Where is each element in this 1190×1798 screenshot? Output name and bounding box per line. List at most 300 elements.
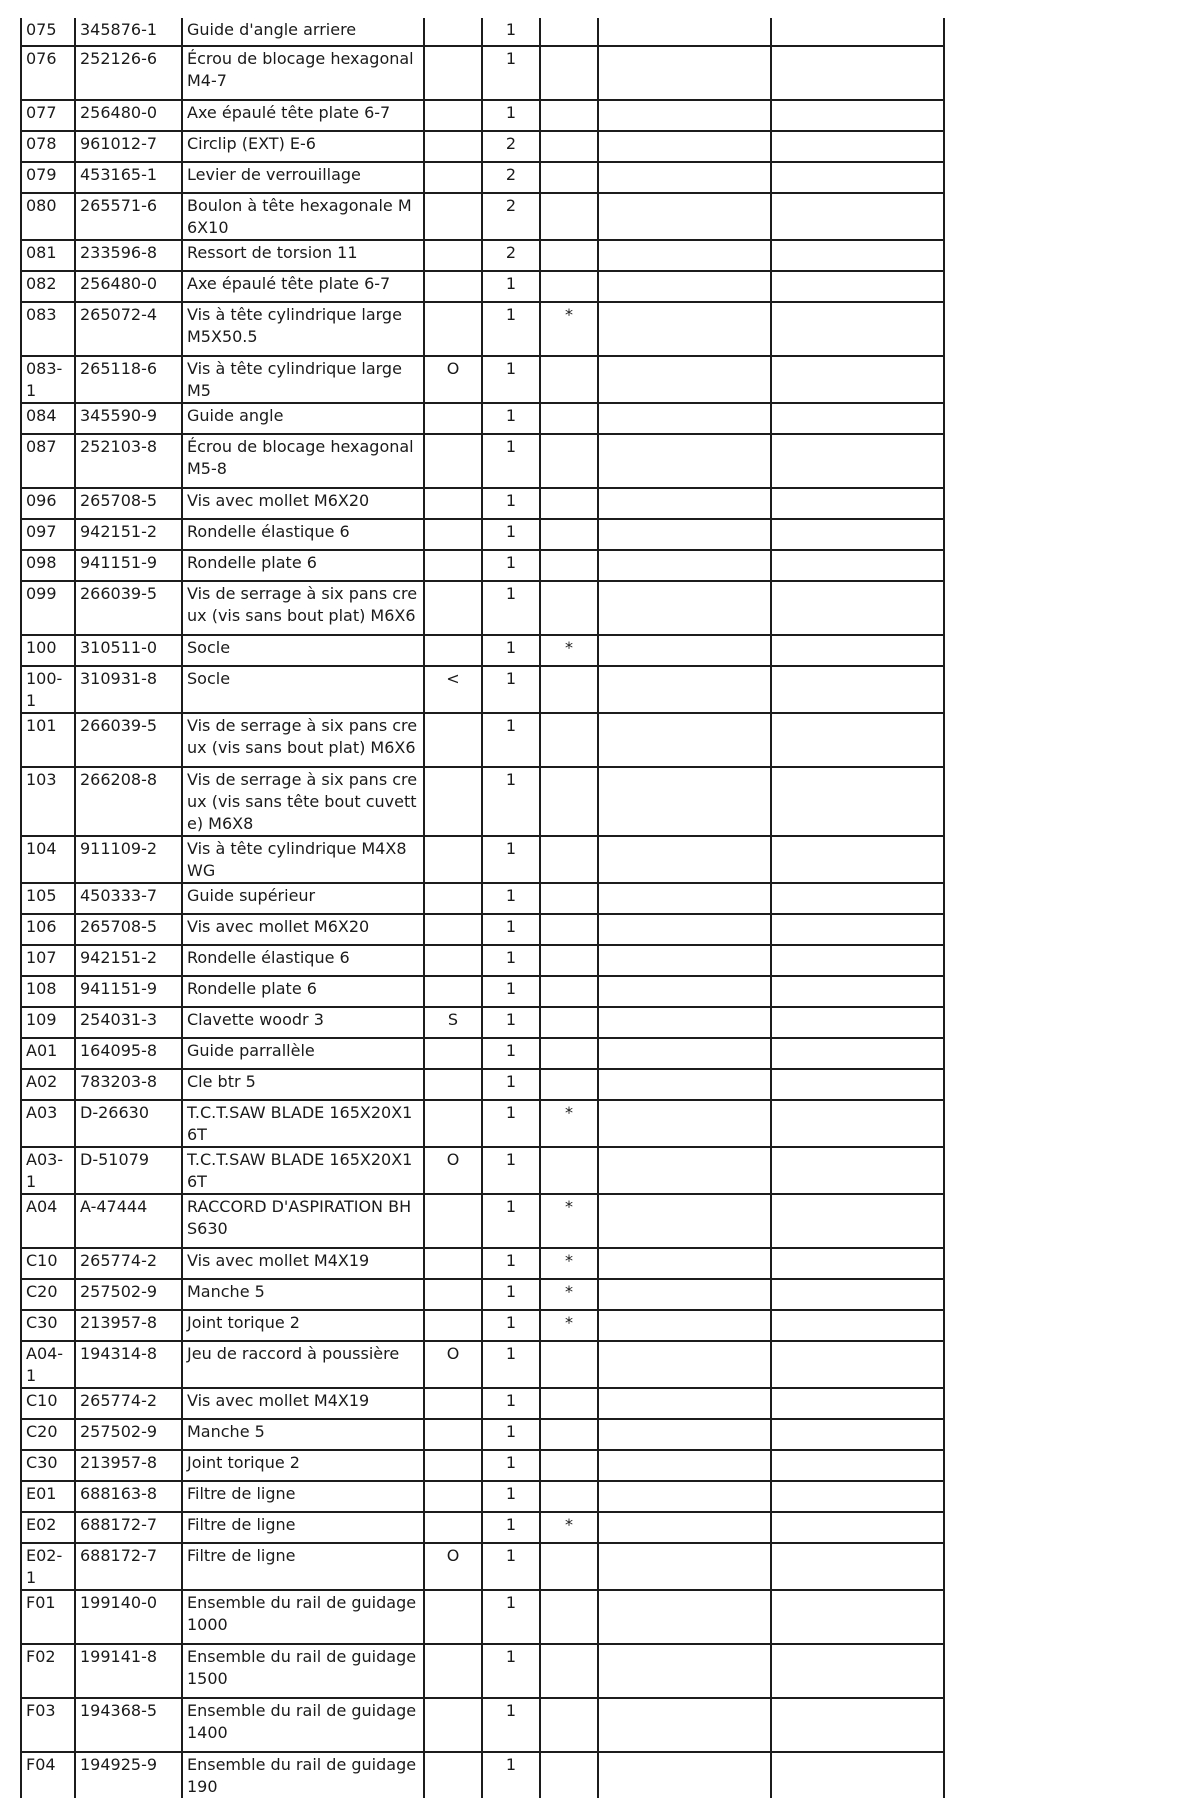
star-mark-cell: * bbox=[540, 1512, 598, 1543]
table-row bbox=[21, 767, 944, 836]
table-row bbox=[21, 1038, 944, 1069]
part-number-cell: 252103-8 bbox=[75, 434, 182, 488]
description-cell: Guide angle bbox=[182, 403, 424, 434]
quantity-cell: 1 bbox=[482, 1007, 540, 1038]
blank-cell bbox=[598, 976, 771, 1007]
quantity-cell: 1 bbox=[482, 767, 540, 836]
description-cell: Cle btr 5 bbox=[182, 1069, 424, 1100]
blank-cell bbox=[598, 1590, 771, 1644]
note-mark-cell bbox=[424, 1069, 482, 1100]
blank-cell bbox=[771, 1590, 944, 1644]
item-number-cell: 105 bbox=[21, 883, 75, 914]
item-number-cell: 082 bbox=[21, 271, 75, 302]
table-row bbox=[21, 836, 944, 883]
description-cell: Ressort de torsion 11 bbox=[182, 240, 424, 271]
quantity-cell: 1 bbox=[482, 46, 540, 100]
blank-cell bbox=[771, 1279, 944, 1310]
table-row bbox=[21, 1279, 944, 1310]
item-number-cell: 096 bbox=[21, 488, 75, 519]
star-mark-cell bbox=[540, 836, 598, 883]
part-number-cell: 265708-5 bbox=[75, 914, 182, 945]
blank-cell bbox=[598, 1279, 771, 1310]
quantity-cell: 1 bbox=[482, 356, 540, 403]
table-row bbox=[21, 100, 944, 131]
blank-cell bbox=[771, 519, 944, 550]
part-number-cell: 252126-6 bbox=[75, 46, 182, 100]
item-number-cell: A04-1 bbox=[21, 1341, 75, 1388]
item-number-cell: F02 bbox=[21, 1644, 75, 1698]
star-mark-cell: * bbox=[540, 302, 598, 356]
parts-table-body bbox=[21, 18, 944, 1798]
note-mark-cell: O bbox=[424, 1341, 482, 1388]
note-mark-cell: O bbox=[424, 1147, 482, 1194]
blank-cell bbox=[771, 635, 944, 666]
description-cell: Vis avec mollet M6X20 bbox=[182, 488, 424, 519]
note-mark-cell bbox=[424, 767, 482, 836]
blank-cell bbox=[598, 945, 771, 976]
item-number-cell: F03 bbox=[21, 1698, 75, 1752]
blank-cell bbox=[598, 836, 771, 883]
note-mark-cell bbox=[424, 713, 482, 767]
star-mark-cell bbox=[540, 1481, 598, 1512]
blank-cell bbox=[598, 403, 771, 434]
note-mark-cell bbox=[424, 550, 482, 581]
table-row bbox=[21, 1512, 944, 1543]
part-number-cell: 194368-5 bbox=[75, 1698, 182, 1752]
table-row bbox=[21, 914, 944, 945]
blank-cell bbox=[771, 1341, 944, 1388]
part-number-cell: 941151-9 bbox=[75, 976, 182, 1007]
blank-cell bbox=[771, 666, 944, 713]
star-mark-cell bbox=[540, 100, 598, 131]
note-mark-cell bbox=[424, 1590, 482, 1644]
description-cell: Filtre de ligne bbox=[182, 1512, 424, 1543]
item-number-cell: A03-1 bbox=[21, 1147, 75, 1194]
description-cell: T.C.T.SAW BLADE 165X20X16T bbox=[182, 1147, 424, 1194]
note-mark-cell bbox=[424, 1388, 482, 1419]
quantity-cell: 1 bbox=[482, 976, 540, 1007]
description-cell: Vis avec mollet M4X19 bbox=[182, 1388, 424, 1419]
table-row bbox=[21, 46, 944, 100]
blank-cell bbox=[598, 162, 771, 193]
star-mark-cell bbox=[540, 945, 598, 976]
description-cell: Rondelle plate 6 bbox=[182, 550, 424, 581]
quantity-cell: 1 bbox=[482, 271, 540, 302]
table-row bbox=[21, 403, 944, 434]
note-mark-cell bbox=[424, 403, 482, 434]
part-number-cell: 453165-1 bbox=[75, 162, 182, 193]
star-mark-cell bbox=[540, 1341, 598, 1388]
parts-list-table bbox=[20, 18, 945, 1798]
note-mark-cell bbox=[424, 914, 482, 945]
star-mark-cell bbox=[540, 18, 598, 46]
table-row bbox=[21, 488, 944, 519]
blank-cell bbox=[598, 581, 771, 635]
note-mark-cell: S bbox=[424, 1007, 482, 1038]
description-cell: Vis à tête cylindrique large M5 bbox=[182, 356, 424, 403]
part-number-cell: 254031-3 bbox=[75, 1007, 182, 1038]
blank-cell bbox=[598, 1069, 771, 1100]
quantity-cell: 1 bbox=[482, 434, 540, 488]
blank-cell bbox=[771, 1644, 944, 1698]
description-cell: Axe épaulé tête plate 6-7 bbox=[182, 271, 424, 302]
quantity-cell: 1 bbox=[482, 1310, 540, 1341]
note-mark-cell bbox=[424, 488, 482, 519]
item-number-cell: 098 bbox=[21, 550, 75, 581]
item-number-cell: F01 bbox=[21, 1590, 75, 1644]
item-number-cell: 106 bbox=[21, 914, 75, 945]
description-cell: Écrou de blocage hexagonal M5-8 bbox=[182, 434, 424, 488]
quantity-cell: 1 bbox=[482, 914, 540, 945]
table-row bbox=[21, 1698, 944, 1752]
table-row bbox=[21, 193, 944, 240]
part-number-cell: 265774-2 bbox=[75, 1248, 182, 1279]
part-number-cell: 257502-9 bbox=[75, 1279, 182, 1310]
note-mark-cell bbox=[424, 131, 482, 162]
blank-cell bbox=[771, 550, 944, 581]
note-mark-cell bbox=[424, 1752, 482, 1798]
star-mark-cell bbox=[540, 131, 598, 162]
note-mark-cell bbox=[424, 240, 482, 271]
description-cell: Vis à tête cylindrique M4X8 WG bbox=[182, 836, 424, 883]
blank-cell bbox=[598, 1194, 771, 1248]
blank-cell bbox=[598, 193, 771, 240]
item-number-cell: 107 bbox=[21, 945, 75, 976]
item-number-cell: 084 bbox=[21, 403, 75, 434]
part-number-cell: 199141-8 bbox=[75, 1644, 182, 1698]
description-cell: Socle bbox=[182, 635, 424, 666]
quantity-cell: 1 bbox=[482, 1450, 540, 1481]
part-number-cell: 265118-6 bbox=[75, 356, 182, 403]
blank-cell bbox=[598, 1481, 771, 1512]
star-mark-cell bbox=[540, 488, 598, 519]
blank-cell bbox=[771, 1481, 944, 1512]
blank-cell bbox=[598, 271, 771, 302]
part-number-cell: 783203-8 bbox=[75, 1069, 182, 1100]
item-number-cell: A01 bbox=[21, 1038, 75, 1069]
blank-cell bbox=[771, 100, 944, 131]
blank-cell bbox=[598, 100, 771, 131]
part-number-cell: 233596-8 bbox=[75, 240, 182, 271]
description-cell: Vis de serrage à six pans creux (vis sans bout plat) M6X6 bbox=[182, 581, 424, 635]
blank-cell bbox=[771, 1194, 944, 1248]
star-mark-cell bbox=[540, 240, 598, 271]
star-mark-cell bbox=[540, 1590, 598, 1644]
note-mark-cell bbox=[424, 18, 482, 46]
note-mark-cell bbox=[424, 1038, 482, 1069]
star-mark-cell bbox=[540, 883, 598, 914]
star-mark-cell bbox=[540, 1419, 598, 1450]
blank-cell bbox=[771, 1419, 944, 1450]
quantity-cell: 1 bbox=[482, 713, 540, 767]
note-mark-cell bbox=[424, 1481, 482, 1512]
item-number-cell: 083 bbox=[21, 302, 75, 356]
quantity-cell: 1 bbox=[482, 1644, 540, 1698]
part-number-cell: 688172-7 bbox=[75, 1512, 182, 1543]
part-number-cell: 450333-7 bbox=[75, 883, 182, 914]
description-cell: Axe épaulé tête plate 6-7 bbox=[182, 100, 424, 131]
quantity-cell: 1 bbox=[482, 1038, 540, 1069]
blank-cell bbox=[771, 1038, 944, 1069]
table-row bbox=[21, 18, 944, 46]
note-mark-cell bbox=[424, 976, 482, 1007]
star-mark-cell bbox=[540, 271, 598, 302]
description-cell: Ensemble du rail de guidage 190 bbox=[182, 1752, 424, 1798]
table-row bbox=[21, 1419, 944, 1450]
note-mark-cell bbox=[424, 100, 482, 131]
quantity-cell: 1 bbox=[482, 1590, 540, 1644]
note-mark-cell bbox=[424, 271, 482, 302]
star-mark-cell bbox=[540, 434, 598, 488]
blank-cell bbox=[771, 1543, 944, 1590]
quantity-cell: 1 bbox=[482, 1341, 540, 1388]
table-row bbox=[21, 550, 944, 581]
note-mark-cell bbox=[424, 193, 482, 240]
quantity-cell: 1 bbox=[482, 550, 540, 581]
item-number-cell: 100 bbox=[21, 635, 75, 666]
blank-cell bbox=[598, 713, 771, 767]
part-number-cell: 257502-9 bbox=[75, 1419, 182, 1450]
description-cell: Manche 5 bbox=[182, 1419, 424, 1450]
table-row bbox=[21, 945, 944, 976]
blank-cell bbox=[598, 356, 771, 403]
note-mark-cell bbox=[424, 836, 482, 883]
part-number-cell: 265072-4 bbox=[75, 302, 182, 356]
description-cell: Manche 5 bbox=[182, 1279, 424, 1310]
blank-cell bbox=[771, 1007, 944, 1038]
description-cell: Ensemble du rail de guidage 1000 bbox=[182, 1590, 424, 1644]
blank-cell bbox=[598, 1752, 771, 1798]
blank-cell bbox=[771, 1248, 944, 1279]
blank-cell bbox=[598, 1450, 771, 1481]
star-mark-cell bbox=[540, 1698, 598, 1752]
star-mark-cell bbox=[540, 581, 598, 635]
table-row bbox=[21, 1310, 944, 1341]
table-row bbox=[21, 302, 944, 356]
description-cell: Ensemble du rail de guidage 1400 bbox=[182, 1698, 424, 1752]
description-cell: Vis avec mollet M6X20 bbox=[182, 914, 424, 945]
part-number-cell: D-51079 bbox=[75, 1147, 182, 1194]
item-number-cell: 076 bbox=[21, 46, 75, 100]
part-number-cell: 688163-8 bbox=[75, 1481, 182, 1512]
table-row bbox=[21, 131, 944, 162]
table-row bbox=[21, 883, 944, 914]
blank-cell bbox=[771, 581, 944, 635]
blank-cell bbox=[598, 1341, 771, 1388]
item-number-cell: 077 bbox=[21, 100, 75, 131]
star-mark-cell bbox=[540, 1644, 598, 1698]
description-cell: Rondelle élastique 6 bbox=[182, 945, 424, 976]
table-row bbox=[21, 356, 944, 403]
blank-cell bbox=[598, 550, 771, 581]
table-row bbox=[21, 1388, 944, 1419]
table-row bbox=[21, 1644, 944, 1698]
blank-cell bbox=[771, 434, 944, 488]
part-number-cell: 310931-8 bbox=[75, 666, 182, 713]
description-cell: Rondelle élastique 6 bbox=[182, 519, 424, 550]
table-row bbox=[21, 581, 944, 635]
note-mark-cell bbox=[424, 635, 482, 666]
note-mark-cell: < bbox=[424, 666, 482, 713]
blank-cell bbox=[771, 356, 944, 403]
star-mark-cell bbox=[540, 550, 598, 581]
blank-cell bbox=[598, 46, 771, 100]
star-mark-cell bbox=[540, 713, 598, 767]
part-number-cell: D-26630 bbox=[75, 1100, 182, 1147]
table-row bbox=[21, 1341, 944, 1388]
item-number-cell: 079 bbox=[21, 162, 75, 193]
quantity-cell: 1 bbox=[482, 1698, 540, 1752]
part-number-cell: 961012-7 bbox=[75, 131, 182, 162]
part-number-cell: 942151-2 bbox=[75, 945, 182, 976]
blank-cell bbox=[598, 18, 771, 46]
table-row bbox=[21, 434, 944, 488]
part-number-cell: 266039-5 bbox=[75, 713, 182, 767]
description-cell: Vis à tête cylindrique large M5X50.5 bbox=[182, 302, 424, 356]
table-row bbox=[21, 1543, 944, 1590]
description-cell: T.C.T.SAW BLADE 165X20X16T bbox=[182, 1100, 424, 1147]
item-number-cell: 097 bbox=[21, 519, 75, 550]
table-row bbox=[21, 1752, 944, 1798]
table-row bbox=[21, 1481, 944, 1512]
blank-cell bbox=[771, 46, 944, 100]
item-number-cell: C30 bbox=[21, 1450, 75, 1481]
quantity-cell: 1 bbox=[482, 836, 540, 883]
quantity-cell: 1 bbox=[482, 581, 540, 635]
part-number-cell: 345590-9 bbox=[75, 403, 182, 434]
star-mark-cell bbox=[540, 976, 598, 1007]
item-number-cell: 109 bbox=[21, 1007, 75, 1038]
part-number-cell: 942151-2 bbox=[75, 519, 182, 550]
note-mark-cell bbox=[424, 883, 482, 914]
table-row bbox=[21, 1248, 944, 1279]
quantity-cell: 1 bbox=[482, 1752, 540, 1798]
table-row bbox=[21, 713, 944, 767]
star-mark-cell bbox=[540, 666, 598, 713]
table-row bbox=[21, 1007, 944, 1038]
blank-cell bbox=[771, 1698, 944, 1752]
quantity-cell: 1 bbox=[482, 488, 540, 519]
part-number-cell: 256480-0 bbox=[75, 271, 182, 302]
blank-cell bbox=[771, 713, 944, 767]
note-mark-cell bbox=[424, 46, 482, 100]
item-number-cell: 081 bbox=[21, 240, 75, 271]
quantity-cell: 2 bbox=[482, 193, 540, 240]
part-number-cell: 164095-8 bbox=[75, 1038, 182, 1069]
quantity-cell: 1 bbox=[482, 1069, 540, 1100]
note-mark-cell bbox=[424, 1100, 482, 1147]
item-number-cell: 087 bbox=[21, 434, 75, 488]
blank-cell bbox=[598, 1310, 771, 1341]
star-mark-cell bbox=[540, 914, 598, 945]
item-number-cell: A03 bbox=[21, 1100, 75, 1147]
item-number-cell: C20 bbox=[21, 1419, 75, 1450]
item-number-cell: C20 bbox=[21, 1279, 75, 1310]
quantity-cell: 2 bbox=[482, 162, 540, 193]
blank-cell bbox=[598, 1698, 771, 1752]
note-mark-cell bbox=[424, 1310, 482, 1341]
part-number-cell: 345876-1 bbox=[75, 18, 182, 46]
part-number-cell: 688172-7 bbox=[75, 1543, 182, 1590]
blank-cell bbox=[598, 302, 771, 356]
table-row bbox=[21, 1069, 944, 1100]
quantity-cell: 1 bbox=[482, 1481, 540, 1512]
star-mark-cell bbox=[540, 1752, 598, 1798]
description-cell: Circlip (EXT) E-6 bbox=[182, 131, 424, 162]
quantity-cell: 1 bbox=[482, 883, 540, 914]
star-mark-cell bbox=[540, 1450, 598, 1481]
blank-cell bbox=[771, 1388, 944, 1419]
star-mark-cell: * bbox=[540, 1100, 598, 1147]
blank-cell bbox=[598, 1007, 771, 1038]
star-mark-cell bbox=[540, 356, 598, 403]
blank-cell bbox=[771, 914, 944, 945]
description-cell: Vis de serrage à six pans creux (vis sans bout plat) M6X6 bbox=[182, 713, 424, 767]
item-number-cell: C10 bbox=[21, 1388, 75, 1419]
item-number-cell: C30 bbox=[21, 1310, 75, 1341]
star-mark-cell bbox=[540, 519, 598, 550]
quantity-cell: 2 bbox=[482, 131, 540, 162]
part-number-cell: A-47444 bbox=[75, 1194, 182, 1248]
note-mark-cell bbox=[424, 162, 482, 193]
blank-cell bbox=[598, 1147, 771, 1194]
star-mark-cell: * bbox=[540, 1194, 598, 1248]
table-row bbox=[21, 271, 944, 302]
note-mark-cell bbox=[424, 1419, 482, 1450]
note-mark-cell bbox=[424, 1279, 482, 1310]
blank-cell bbox=[771, 1512, 944, 1543]
blank-cell bbox=[598, 635, 771, 666]
part-number-cell: 266039-5 bbox=[75, 581, 182, 635]
blank-cell bbox=[771, 403, 944, 434]
item-number-cell: 100-1 bbox=[21, 666, 75, 713]
part-number-cell: 265571-6 bbox=[75, 193, 182, 240]
note-mark-cell bbox=[424, 1450, 482, 1481]
part-number-cell: 194314-8 bbox=[75, 1341, 182, 1388]
blank-cell bbox=[771, 836, 944, 883]
blank-cell bbox=[771, 1752, 944, 1798]
quantity-cell: 1 bbox=[482, 100, 540, 131]
table-row bbox=[21, 1194, 944, 1248]
description-cell: Guide d'angle arriere bbox=[182, 18, 424, 46]
blank-cell bbox=[598, 883, 771, 914]
item-number-cell: 078 bbox=[21, 131, 75, 162]
blank-cell bbox=[598, 519, 771, 550]
table-row bbox=[21, 1590, 944, 1644]
item-number-cell: A02 bbox=[21, 1069, 75, 1100]
table-row bbox=[21, 1450, 944, 1481]
table-row bbox=[21, 1147, 944, 1194]
star-mark-cell bbox=[540, 1069, 598, 1100]
blank-cell bbox=[771, 240, 944, 271]
part-number-cell: 213957-8 bbox=[75, 1310, 182, 1341]
quantity-cell: 1 bbox=[482, 1279, 540, 1310]
blank-cell bbox=[771, 162, 944, 193]
quantity-cell: 1 bbox=[482, 519, 540, 550]
quantity-cell: 1 bbox=[482, 1512, 540, 1543]
quantity-cell: 1 bbox=[482, 945, 540, 976]
description-cell: Guide supérieur bbox=[182, 883, 424, 914]
item-number-cell: E02 bbox=[21, 1512, 75, 1543]
star-mark-cell: * bbox=[540, 1279, 598, 1310]
part-number-cell: 941151-9 bbox=[75, 550, 182, 581]
description-cell: Vis de serrage à six pans creux (vis sans tête bout cuvette) M6X8 bbox=[182, 767, 424, 836]
item-number-cell: E02-1 bbox=[21, 1543, 75, 1590]
quantity-cell: 1 bbox=[482, 1419, 540, 1450]
star-mark-cell bbox=[540, 162, 598, 193]
item-number-cell: E01 bbox=[21, 1481, 75, 1512]
note-mark-cell bbox=[424, 1698, 482, 1752]
